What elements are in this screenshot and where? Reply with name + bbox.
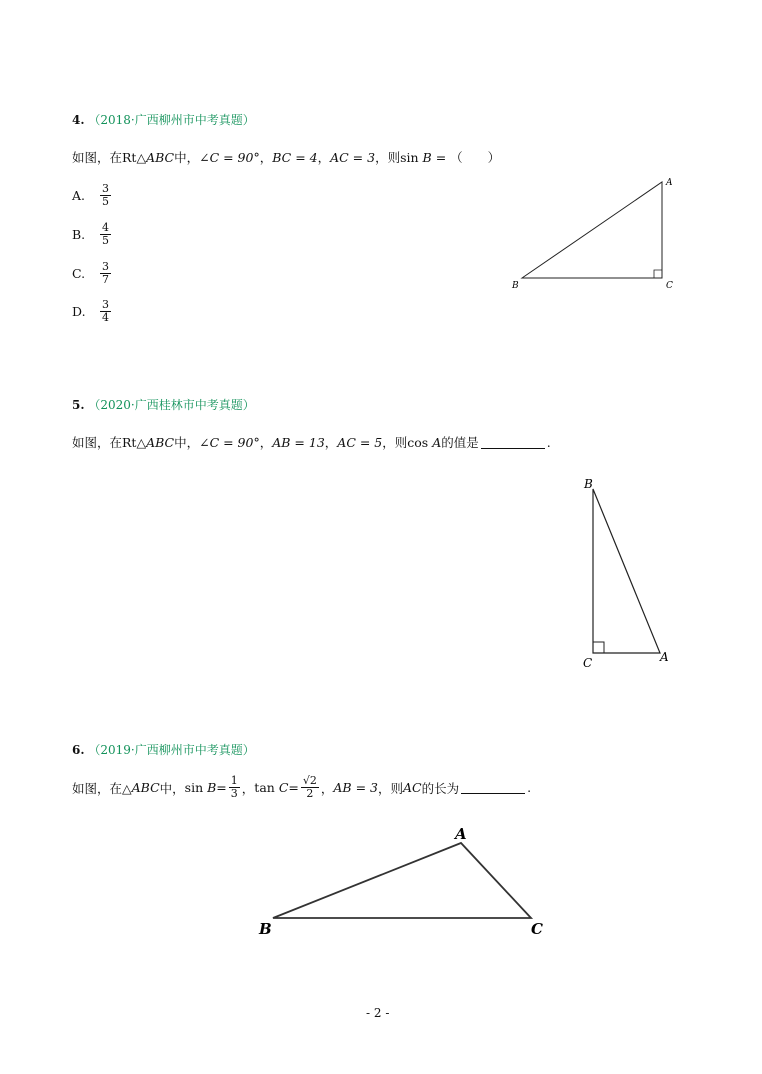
q4-option-a[interactable] <box>72 183 113 208</box>
q6-label-c: C <box>531 920 543 938</box>
q5-label-b: B <box>584 477 593 491</box>
q5-header <box>72 396 255 413</box>
q4-stem-text: ， <box>317 150 331 165</box>
q4-right-angle-mark <box>654 270 662 278</box>
q6-period: . <box>527 780 532 795</box>
q4-option-c[interactable] <box>72 261 113 286</box>
q6-label-b: B <box>259 920 272 938</box>
numerator: √2 <box>302 774 317 787</box>
denominator: 5 <box>102 234 109 247</box>
q4-label-b: B <box>512 281 519 291</box>
q6-ab: AB = 3 <box>333 780 378 795</box>
option-fraction <box>100 261 111 286</box>
q6-tan-fraction <box>301 775 319 800</box>
q5-number: 5. <box>72 398 85 412</box>
q5-period: . <box>546 435 551 450</box>
q6-triangle-name: ABC <box>131 780 160 795</box>
q4-option-b[interactable] <box>72 222 113 247</box>
q4-label-c: C <box>666 281 673 291</box>
option-fraction <box>100 183 111 208</box>
q6-number: 6. <box>72 743 85 757</box>
q6-stem-text: 中， <box>159 780 185 796</box>
q6-stem-text: 如图，在△ <box>72 780 132 796</box>
q4-stem-text: 如图，在Rt <box>72 150 137 165</box>
q5-ab: AB = 13 <box>272 435 325 450</box>
q4-stem <box>72 148 500 166</box>
q6-stem-text: 的长为 <box>421 780 460 796</box>
option-label: C. <box>72 266 86 281</box>
option-label: D. <box>72 304 86 319</box>
q4-angle: ∠C = 90° <box>199 150 260 165</box>
q4-stem-text: ， <box>259 150 273 165</box>
q4-stem-tail: = （ ） <box>431 150 501 165</box>
q5-a-var: A <box>432 435 442 450</box>
q6-sin-fraction <box>229 775 240 800</box>
q5-stem-text: 的值是 <box>441 435 479 450</box>
numerator: 1 <box>230 774 238 787</box>
q6-tan: tan <box>254 780 275 795</box>
q5-stem-text: ，则 <box>382 435 408 450</box>
option-label: A. <box>72 188 86 203</box>
denominator: 5 <box>102 195 109 208</box>
q5-stem-text: 中， <box>174 435 200 450</box>
q4-sin: sin <box>400 150 419 165</box>
q4-option-d[interactable] <box>72 299 113 324</box>
q4-source: （2018·广西柳州市中考真题） <box>88 113 255 127</box>
q5-source: （2020·广西桂林市中考真题） <box>88 398 255 412</box>
q5-triangle <box>593 489 660 653</box>
q6-header <box>72 741 255 758</box>
q5-stem-text: 如图，在Rt <box>72 435 137 450</box>
q6-label-a: A <box>455 825 467 843</box>
q6-equals: = <box>216 780 227 795</box>
option-fraction <box>100 299 111 324</box>
numerator: 4 <box>102 221 109 234</box>
q6-equals: = <box>288 780 299 795</box>
q4-stem-text: 中， <box>174 150 200 165</box>
q5-stem-text: ， <box>324 435 338 450</box>
q4-ac: AC = 3 <box>330 150 376 165</box>
q6-c-var: C <box>278 780 289 795</box>
option-label: B. <box>72 227 86 242</box>
q5-label-a: A <box>660 650 669 664</box>
q5-angle: ∠C = 90° <box>199 435 260 450</box>
q5-answer-blank[interactable] <box>481 436 545 449</box>
q6-triangle-figure <box>250 820 560 945</box>
q6-sin: sin <box>184 780 204 795</box>
numerator: 3 <box>102 260 109 273</box>
numerator: 3 <box>102 182 109 195</box>
q4-bc: BC = 4 <box>272 150 318 165</box>
q5-cos: cos <box>407 435 429 450</box>
q6-stem-text: ，则 <box>378 780 404 796</box>
q6-ac-var: AC <box>403 780 422 795</box>
q5-triangle-name: ABC <box>146 435 175 450</box>
q4-triangle-name: ABC <box>146 150 175 165</box>
denominator: 2 <box>306 787 314 800</box>
q4-label-a: A <box>666 178 673 188</box>
triangle-symbol: △ <box>136 435 147 450</box>
denominator: 3 <box>230 787 238 800</box>
denominator: 4 <box>102 311 109 324</box>
q5-triangle-figure <box>570 470 690 675</box>
q6-b-var: B <box>207 780 217 795</box>
q4-triangle-figure <box>500 170 700 300</box>
option-fraction <box>100 222 111 247</box>
q4-header <box>72 111 255 128</box>
numerator: 3 <box>102 298 109 311</box>
q6-triangle <box>273 843 531 918</box>
q5-ac: AC = 5 <box>337 435 383 450</box>
triangle-symbol: △ <box>136 150 147 165</box>
q6-stem-text: ， <box>241 780 255 796</box>
denominator: 7 <box>102 273 109 286</box>
q4-number: 4. <box>72 113 85 127</box>
q6-stem-text: ， <box>320 780 334 796</box>
q5-right-angle-mark <box>593 642 604 653</box>
q5-stem-text: ， <box>259 435 273 450</box>
q5-label-c: C <box>583 656 593 670</box>
q4-triangle <box>522 182 662 278</box>
q4-b-var: B <box>422 150 432 165</box>
q6-stem <box>72 775 531 800</box>
q6-source: （2019·广西柳州市中考真题） <box>88 743 255 757</box>
q6-answer-blank[interactable] <box>461 781 525 794</box>
q5-stem <box>72 433 551 451</box>
page-number: - 2 - <box>366 1006 390 1020</box>
q4-stem-text: ，则 <box>375 150 401 165</box>
